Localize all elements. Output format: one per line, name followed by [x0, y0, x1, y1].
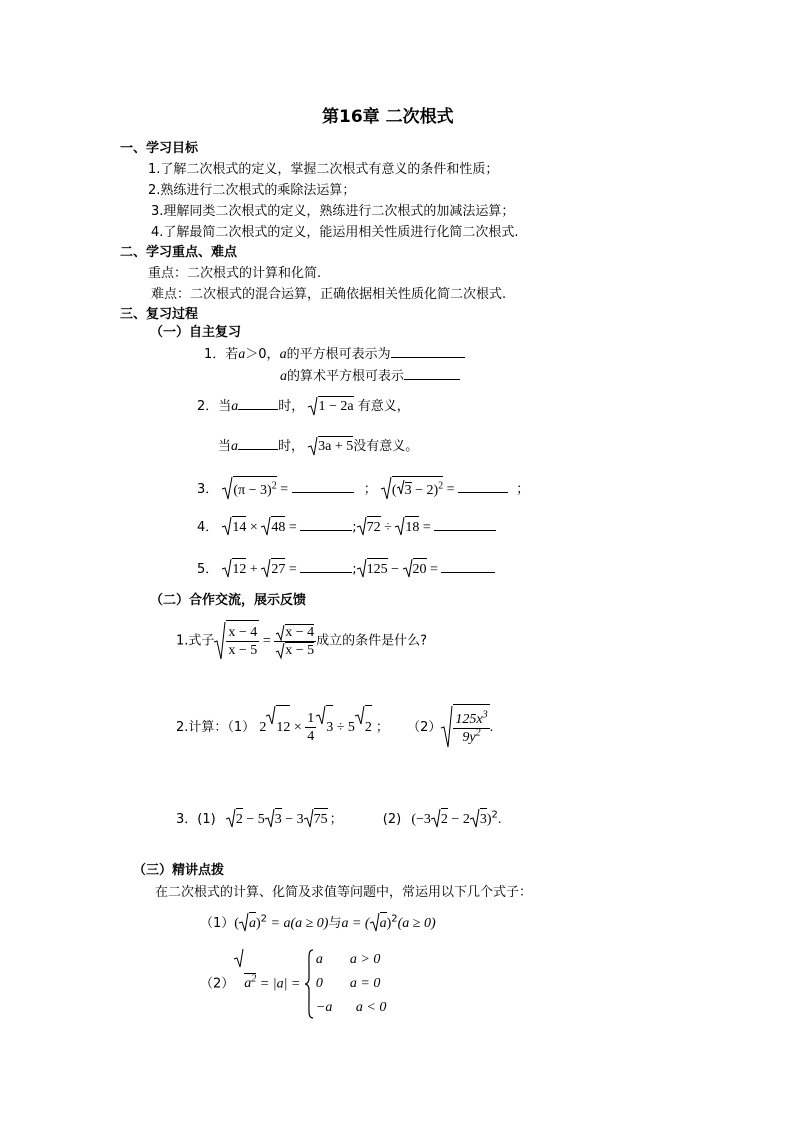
page-title: 第16章 二次根式 [322, 107, 454, 127]
radicand [233, 476, 276, 503]
numerator: x − 4 [228, 625, 258, 640]
goal-item-4: 4.了解最简二次根式的定义，能运用相关性质进行化简二次根式. [151, 225, 519, 240]
exponent: 2 [438, 480, 444, 492]
radicand: 18 [405, 516, 419, 539]
exponent: 3 [482, 709, 488, 721]
goal-item-3: 3.理解同类二次根式的定义，熟练进行二次根式的加减法运算； [151, 204, 515, 219]
review-q2-line2 [218, 436, 418, 457]
radicand: 12 [232, 558, 246, 581]
radicand: 72 [367, 516, 381, 539]
expression-part: − 2 [447, 812, 470, 827]
coop-q2 [176, 704, 493, 751]
radical-sign [316, 705, 326, 725]
sqrt-expression [357, 516, 381, 539]
subsection-self-review: （一）自主复习 [150, 325, 242, 340]
formula-number: （2） [200, 976, 235, 992]
q1-text: 1.式子 [176, 633, 215, 649]
case-value: 0 [315, 976, 323, 991]
review-q1-line2 [280, 366, 460, 386]
case-row [316, 996, 386, 1020]
sqrt-expression [222, 476, 276, 503]
expression-part: (−3 [411, 812, 431, 827]
equals: = [285, 520, 301, 535]
sqrt-expression [222, 558, 246, 581]
q5-number: 5． [197, 562, 219, 577]
fraction [226, 624, 259, 659]
case-value: a [315, 952, 323, 967]
coop-q3 [176, 808, 501, 831]
radical-sign [441, 704, 453, 748]
coefficient: 5 [257, 812, 265, 827]
coefficient: 2 [259, 720, 267, 735]
answer-blank[interactable] [300, 517, 352, 531]
radical-sign [276, 624, 285, 641]
keypoint-focus: 重点：二次根式的计算和化简. [148, 266, 322, 281]
left-brace [304, 948, 314, 1020]
denominator: 4 [307, 729, 315, 744]
operator: × [246, 520, 262, 535]
radical-sign [222, 476, 233, 500]
q1-text: 成立的条件是什么? [316, 633, 428, 649]
sqrt-expression [304, 808, 328, 831]
answer-blank[interactable] [300, 559, 352, 573]
sqrt-expression [431, 808, 448, 831]
exponent: 2 [271, 480, 277, 492]
formula-number: （1） [200, 916, 235, 931]
sqrt-expression [261, 558, 285, 581]
equals: = [443, 482, 459, 498]
formula-2 [200, 948, 386, 1021]
period: . [489, 720, 494, 735]
radicand: ( 3 − 2)$^2$ [392, 476, 443, 503]
formula-connector: 与 [328, 916, 342, 931]
exponent: 2 [475, 727, 481, 739]
review-q3 [197, 476, 529, 503]
case-condition: a < 0 [355, 1000, 387, 1015]
separator: ； [375, 720, 389, 735]
expression-part: ) [386, 916, 392, 931]
exponent: 2 [260, 913, 267, 925]
exponent: 2 [251, 973, 257, 985]
radical-sign [214, 620, 226, 660]
period: . [497, 812, 502, 827]
answer-blank[interactable] [292, 479, 354, 493]
radicand: 125 [367, 558, 388, 581]
operator: − [281, 812, 297, 827]
exponent: 2 [491, 809, 498, 821]
section-heading-keypoints: 二、学习重点、难点 [120, 245, 238, 260]
radicand-text: x − 4 [285, 624, 315, 640]
brace-shape [304, 948, 314, 1020]
answer-blank[interactable] [238, 396, 278, 410]
answer-blank[interactable] [404, 366, 460, 380]
q1-text: 的平方根可表示为 [286, 347, 391, 362]
denominator [453, 729, 489, 746]
radical-sign [431, 808, 441, 828]
var-a: a [279, 347, 287, 362]
radical-sign [222, 558, 232, 578]
sqrt-expression [222, 516, 246, 539]
case-condition: a = 0 [349, 976, 381, 991]
sqrt-expression [308, 436, 353, 457]
q3-number: 3． [197, 482, 219, 498]
expression-part: = a(a ≥ 0) [267, 916, 329, 931]
radical-sign [261, 516, 271, 536]
sqrt-expression [276, 624, 314, 641]
goal-item-2: 2.熟练进行二次根式的乘除法运算； [148, 183, 356, 198]
radicand-text: 3 [404, 483, 412, 498]
expression-part: ) [486, 812, 492, 827]
piecewise-cases [316, 948, 386, 1020]
radicand: 2 [365, 705, 372, 750]
radicand: 2 [236, 808, 243, 831]
denominator-text: 9y [462, 730, 476, 745]
radical-sign [357, 558, 367, 578]
radical-sign [234, 948, 244, 968]
sqrt-expression [395, 516, 419, 539]
subsection-explanation: （三）精讲点拨 [133, 863, 225, 878]
radicand-text: x − 5 [285, 642, 315, 658]
radical-sign [265, 808, 275, 828]
radicand: 3 [480, 808, 487, 831]
q2-text: 有意义， [357, 399, 410, 414]
sqrt-expression [470, 808, 487, 831]
sqrt-expression [276, 642, 314, 659]
review-q2-line1 [197, 396, 410, 417]
review-q4: 4． 14 × 48 = ; 72 ÷ 18 = [197, 516, 496, 539]
radical-sign [308, 436, 318, 456]
equals: = [259, 633, 275, 649]
radical-sign [239, 912, 249, 932]
expression-part: = |a| = [256, 976, 304, 992]
numerator-text: 125x [455, 712, 483, 727]
radical-sign [370, 912, 380, 932]
answer-blank[interactable] [441, 559, 495, 573]
sqrt-fraction [214, 620, 259, 662]
case-value: −a [315, 1000, 333, 1015]
var-a: a [231, 439, 239, 454]
equals: = [285, 562, 301, 577]
denominator [274, 642, 316, 659]
q2-text: （2） [407, 720, 442, 735]
equals: = [276, 482, 292, 498]
radicand-text: − 2) [411, 483, 439, 499]
coefficient: 5 [347, 720, 355, 735]
answer-blank[interactable] [391, 344, 465, 358]
operator: ÷ [380, 520, 396, 535]
q1-text: 1．若 [204, 347, 239, 362]
numerator [453, 711, 489, 729]
review-q5: 5． 12 + 27 = ; 125 − 20 = [197, 558, 495, 581]
radicand: 27 [271, 558, 285, 581]
separator: ； [363, 482, 377, 498]
sqrt-expression [261, 516, 285, 539]
subsection-cooperation: （二）合作交流，展示反馈 [150, 593, 307, 608]
sqrt-expression [308, 396, 353, 417]
radical-sign [276, 642, 285, 659]
q3-text: (2) [382, 812, 402, 827]
radical-sign [397, 479, 405, 495]
sqrt-expression [239, 912, 256, 935]
radical-sign [403, 558, 413, 578]
radical-sign [308, 396, 318, 416]
radicand: 48 [271, 516, 285, 539]
q2-text: 2．当 [197, 399, 232, 414]
sqrt-expression [357, 558, 388, 581]
keypoint-difficulty: 难点：二次根式的混合运算，正确依据相关性质化简二次根式. [151, 287, 507, 302]
var-a: a [280, 369, 287, 384]
q2-text: 当 [218, 439, 232, 454]
separator: ； [329, 812, 343, 827]
operator: + [246, 562, 262, 577]
operator: × [290, 720, 306, 735]
q4-number: 4． [197, 520, 219, 535]
goal-item-1: 1.了解二次根式的定义，掌握二次根式有意义的条件和性质； [148, 162, 499, 177]
equals: = [419, 520, 435, 535]
case-row [316, 972, 386, 996]
q2-text: 2.计算：（1） [176, 720, 256, 735]
radicand [244, 973, 256, 994]
radical-sign [226, 808, 236, 828]
radicand: 12 [276, 705, 290, 750]
radical-sign [395, 516, 405, 536]
case-row [316, 948, 386, 972]
fraction [274, 623, 316, 659]
sqrt-expression [226, 808, 243, 831]
expression-part: (a ≥ 0) [397, 916, 436, 931]
operator: − [387, 562, 403, 577]
var-a: a [238, 347, 246, 362]
explanation-intro: 在二次根式的计算、化简及求值等问题中，常运用以下几个式子： [155, 885, 533, 900]
answer-blank[interactable] [458, 479, 508, 493]
radicand-text: (π − 3) [233, 483, 272, 499]
exponent: 2 [391, 913, 398, 925]
var-a: a [231, 399, 239, 414]
numerator [274, 623, 316, 641]
radical-sign [470, 808, 480, 828]
case-condition: a > 0 [349, 952, 381, 967]
sqrt-expression [266, 705, 290, 750]
review-q1-line1 [204, 344, 465, 364]
radicand: 3 [275, 808, 282, 831]
separator: ； [516, 482, 530, 498]
answer-blank[interactable] [434, 517, 496, 531]
denominator: x − 5 [228, 643, 258, 658]
sqrt-expression [381, 476, 443, 503]
radicand [226, 620, 259, 662]
radical-sign [355, 705, 365, 725]
section-heading-process: 三、复习过程 [120, 307, 199, 322]
radical-sign [261, 558, 271, 578]
radical-sign [381, 476, 392, 500]
radicand: a [380, 912, 387, 935]
coop-q1 [176, 620, 427, 662]
radicand: a [249, 912, 256, 935]
q3-text: 3．(1) [176, 812, 216, 827]
q2-text: 时， [278, 399, 305, 414]
expression-part: a = ( [341, 916, 370, 931]
equals: = [426, 562, 442, 577]
answer-blank[interactable] [238, 436, 278, 450]
section-heading-goals: 一、学习目标 [120, 141, 199, 156]
sqrt-expression [355, 705, 372, 750]
operator: − [242, 812, 258, 827]
radical-sign [222, 516, 232, 536]
radicand [453, 704, 489, 751]
formula-1: （1）( a)$^2$ = a(a ≥ 0)与a = ( a)$^2$(a ≥ 0) [200, 912, 436, 935]
radicand: 3a + 5 [318, 436, 353, 457]
radicand: 3 [326, 705, 333, 750]
sqrt-expression [403, 558, 427, 581]
sqrt-expression [397, 479, 412, 503]
radicand: 1 − 2a [318, 396, 353, 417]
radical-sign [357, 516, 367, 536]
sqrt-expression [265, 808, 282, 831]
radical-sign [266, 705, 276, 725]
sqrt-expression [370, 912, 387, 935]
sqrt-fraction [441, 704, 489, 751]
coefficient: 3 [296, 812, 304, 827]
radical-sign [304, 808, 314, 828]
q2-text: 时， [278, 439, 305, 454]
q2-text: 没有意义。 [353, 439, 419, 454]
expression-part: ) [255, 916, 261, 931]
q1-text: ＞0， [245, 347, 280, 362]
fraction [453, 711, 489, 746]
fraction [305, 710, 316, 745]
radicand: 14 [232, 516, 246, 539]
radicand: 75 [314, 808, 328, 831]
operator: ÷ [333, 720, 348, 735]
q1-text: 的算术平方根可表示 [287, 369, 405, 384]
sqrt-expression [316, 705, 333, 750]
sqrt-expression [234, 948, 256, 1020]
radicand: 20 [413, 558, 427, 581]
radicand-text: a [244, 976, 252, 991]
numerator: 1 [307, 711, 315, 726]
radicand: 2 [441, 808, 448, 831]
